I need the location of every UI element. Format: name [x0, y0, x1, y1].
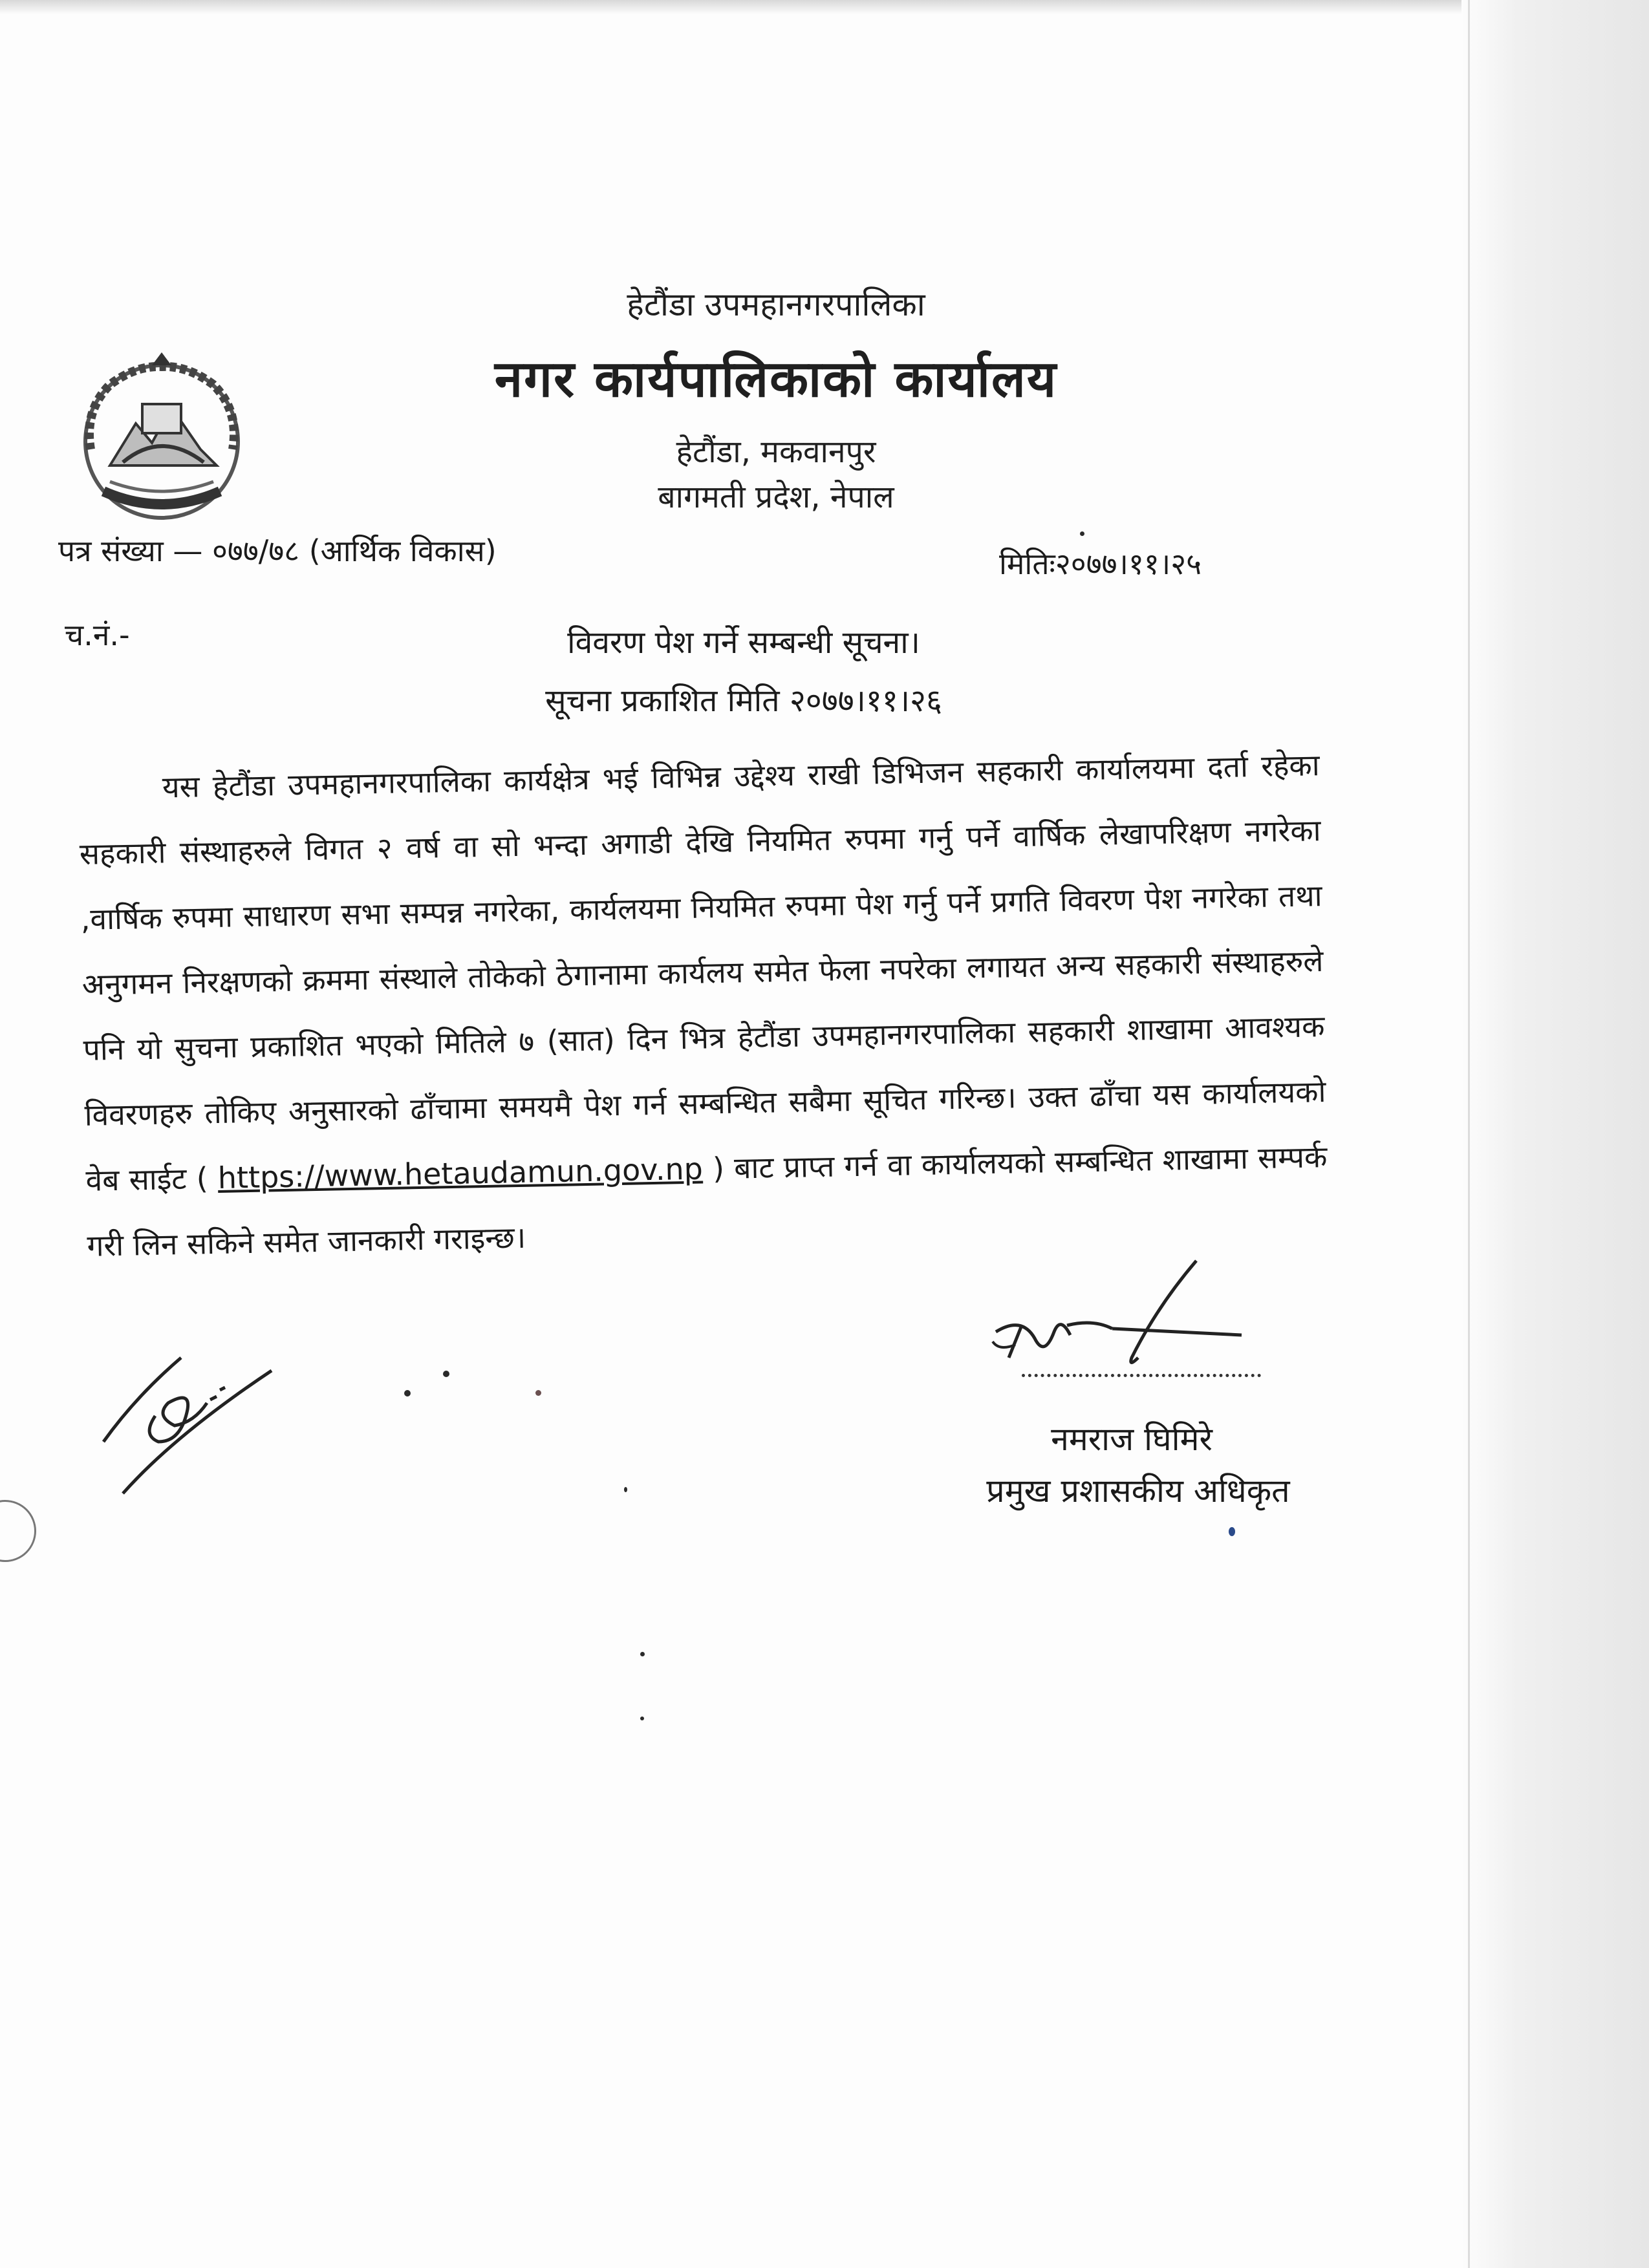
initials-mark	[97, 1345, 291, 1500]
office-province: बागमती प्रदेश, नेपाल	[658, 479, 894, 515]
scan-speck	[640, 1717, 644, 1720]
scan-speck	[443, 1371, 449, 1377]
office-name: नगर कार्यपालिकाको कार्यालय	[494, 350, 1058, 409]
scan-line-right	[1468, 0, 1470, 2268]
notice-published-date: सूचना प्रकाशित मिति २०७७।११।२६	[545, 683, 942, 719]
scan-speck	[404, 1390, 411, 1396]
letter-number: पत्र संख्या — ०७७/७८ (आर्थिक विकास)	[58, 533, 497, 568]
punch-hole	[0, 1500, 36, 1562]
website-link[interactable]: https://www.hetaudamun.gov.np	[217, 1151, 704, 1195]
signature-mark	[983, 1254, 1255, 1377]
scan-speck	[1080, 531, 1084, 536]
scan-edge-top	[0, 0, 1649, 14]
office-location: हेटौंडा, मकवानपुर	[676, 434, 876, 470]
signatory-title: प्रमुख प्रशासकीय अधिकृत	[986, 1472, 1290, 1510]
scan-speck	[535, 1390, 541, 1396]
paragraph-indent	[78, 797, 162, 798]
nepal-government-emblem-icon	[65, 352, 259, 527]
municipality-name: हेटौंडा उपमहानगरपालिका	[627, 286, 925, 323]
scan-speck	[640, 1652, 645, 1656]
letter-date: मितिः२०७७।११।२५	[999, 546, 1202, 581]
body-text-part-2: ) बाट प्राप्त गर्न वा कार्यालयको सम्बन्धित शाखामा सम्पर्क गरी लिन सकिने समेत जानकारी गराइन्छ।	[87, 1139, 1328, 1263]
notice-body	[78, 733, 1329, 1279]
dispatch-number: च.नं.-	[65, 617, 130, 652]
notice-subject: विवरण पेश गर्ने सम्बन्धी सूचना।	[567, 625, 920, 661]
signatory-name: नमराज घिमिरे	[1051, 1420, 1212, 1458]
body-text-part-1: यस हेटौंडा उपमहानगरपालिका कार्यक्षेत्र भई विभिन्न उद्देश्य राखी डिभिजन सहकारी कार्यालयमा दर्ता रहेका सहकारी संस्थाहरुले विगत २ वर्ष वा सो भन्दा अगाडी देखि नियमित रुपमा गर्नु पर्ने वार्षिक लेखापरिक्षण नगरेका ,वार्षिक रुपमा साधारण सभा सम्पन्न नगरेका, कार्यलयमा नियमित रुपमा पेश गर्नु पर्ने प्रगति विवरण पेश नगरेका तथा अनुगमन निरक्षणको क्रममा संस्थाले तोकेको ठेगानामा कार्यलय समेत फेला नपरेका लगायत अन्य सहकारी संस्थाहरुले पनि यो सुचना प्रकाशित भएको मितिले ७ (सात) दिन भित्र हेटौंडा उपमहानगरपालिका सहकारी शाखामा आवश्यक विवरणहरु तोकिए अनुसारको ढाँचामा समयमै पेश गर्न सम्बन्धित सबैमा सूचित गरिन्छ। उक्त ढाँचा यस कार्यालयको वेब साईट (	[79, 747, 1326, 1198]
signature-line	[1022, 1374, 1261, 1377]
scan-speck	[624, 1487, 627, 1492]
scan-edge-right	[1461, 0, 1649, 2268]
scan-speck	[1229, 1527, 1235, 1536]
